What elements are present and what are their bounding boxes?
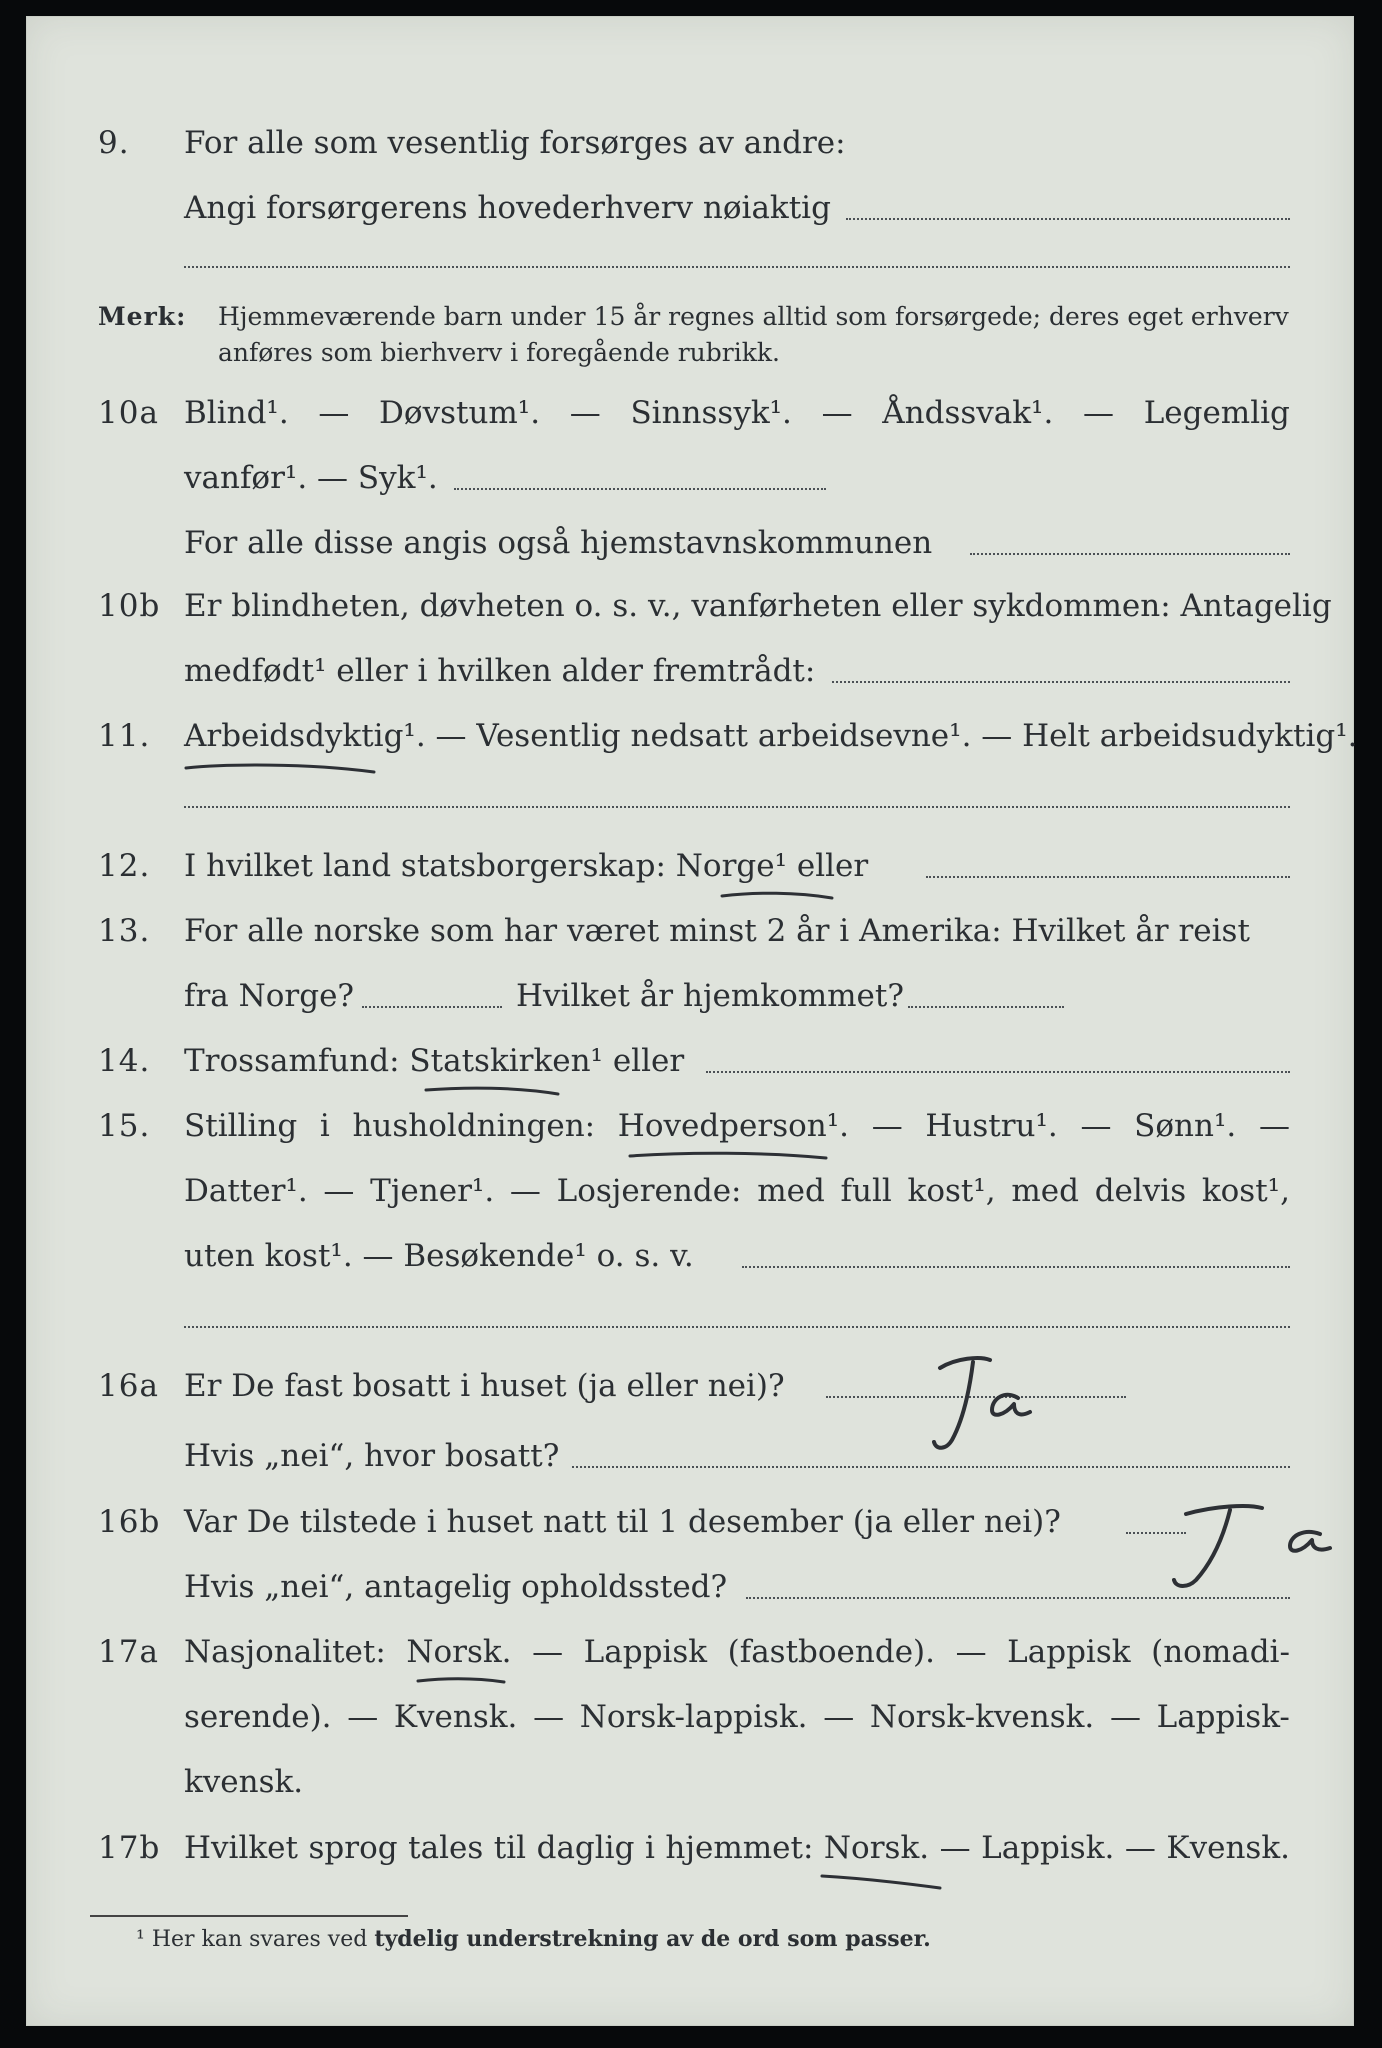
dash: — xyxy=(939,1830,971,1866)
dash: — xyxy=(1080,1108,1112,1144)
option-delvis-kost[interactable]: kost¹, xyxy=(1201,1173,1290,1209)
q10b-text-2: medfødt¹ eller i hvilken alder fremtrådt: xyxy=(184,653,816,689)
footnote-text-bold: tydelig understrekning av de ord som passer. xyxy=(374,1926,931,1952)
q13-number: 13. xyxy=(98,913,151,949)
merk-label: Merk: xyxy=(98,302,187,331)
word: husholdningen: xyxy=(352,1108,596,1144)
option-hovedperson[interactable]: Hovedperson¹. xyxy=(617,1108,850,1144)
q13-text: For alle norske som har været minst 2 år i Amerika: Hvilket år reist xyxy=(184,913,1250,949)
word: hjemmet: xyxy=(665,1830,814,1866)
footnote-mark: ¹ xyxy=(136,1927,145,1952)
q10b-text: Er blindheten, døvheten o. s. v., vanførheten eller sykdommen: Antagelig xyxy=(184,588,1332,624)
underline-norsk-sprog xyxy=(822,1876,940,1888)
dash: — xyxy=(347,1699,379,1735)
option-dovstum[interactable]: Døvstum¹. xyxy=(379,395,541,431)
option-datter[interactable]: Datter¹. xyxy=(184,1173,308,1209)
q12-number: 12. xyxy=(98,848,151,884)
option-full-kost[interactable]: kost¹, xyxy=(907,1173,996,1209)
dash: — xyxy=(1124,1830,1156,1866)
option-norsk-lappisk[interactable]: Norsk-lappisk. xyxy=(579,1699,808,1735)
word: delvis xyxy=(1094,1173,1187,1209)
dash: — xyxy=(1083,395,1115,431)
word: (nomadi- xyxy=(1151,1634,1290,1670)
q11-number: 11. xyxy=(98,718,151,754)
option-andssvak[interactable]: Åndssvak¹. xyxy=(882,395,1054,431)
word: i xyxy=(319,1108,330,1144)
option-tjener[interactable]: Tjener¹. xyxy=(370,1173,495,1209)
option-norsk-kvensk[interactable]: Norsk-kvensk. xyxy=(869,1699,1095,1735)
q15-text-3: uten kost¹. — Besøkende¹ o. s. v. xyxy=(184,1238,694,1274)
q15-number: 15. xyxy=(98,1108,151,1144)
q13-text-2a: fra Norge? xyxy=(184,978,355,1014)
merk-text-2: anføres som bierhverv i foregående rubrikk. xyxy=(218,338,780,367)
q14-text: Trossamfund: Statskirken¹ eller xyxy=(184,1043,685,1079)
dash: — xyxy=(569,395,601,431)
option-kvensk[interactable]: Kvensk. xyxy=(1166,1830,1290,1866)
q16a-number: 16a xyxy=(98,1368,159,1404)
q16b-text-2: Hvis „nei“, antagelig opholdssted? xyxy=(184,1569,728,1605)
dash: — xyxy=(871,1108,903,1144)
dash: — xyxy=(955,1634,987,1670)
option-lappisk[interactable]: Lappisk. xyxy=(981,1830,1115,1866)
q9-text: For alle som vesentlig forsørges av andre: xyxy=(184,125,846,161)
option-legemlig[interactable]: Legemlig xyxy=(1143,395,1290,431)
option-blind[interactable]: Blind¹. xyxy=(184,395,289,431)
q9-number: 9. xyxy=(98,125,130,161)
underline-arbeidsdyktig xyxy=(186,765,374,772)
word: full xyxy=(840,1173,892,1209)
word: med xyxy=(757,1173,825,1209)
dash: — xyxy=(821,395,853,431)
dash: — xyxy=(318,395,350,431)
option-sonn[interactable]: Sønn¹. xyxy=(1134,1108,1237,1144)
q16a-text: Er De fast bosatt i huset (ja eller nei)? xyxy=(184,1368,785,1404)
word: Hvilket xyxy=(184,1830,298,1866)
handwritten-underlines xyxy=(26,16,1358,2026)
option-norsk[interactable]: Norsk. xyxy=(823,1830,930,1866)
q12-text: I hvilket land statsborgerskap: Norge¹ eller xyxy=(184,848,869,884)
q10a-text-3: For alle disse angis også hjemstavnskommunen xyxy=(184,525,933,561)
word: i xyxy=(644,1830,655,1866)
q11-text: Arbeidsdyktig¹. — Vesentlig nedsatt arbeidsevne¹. — Helt arbeidsudyktig¹. xyxy=(184,718,1358,754)
q13-text-2b: Hvilket år hjemkommet? xyxy=(516,978,904,1014)
q16b-number: 16b xyxy=(98,1504,161,1540)
q17a-number: 17a xyxy=(98,1634,159,1670)
option-norsk[interactable]: Norsk. xyxy=(406,1634,512,1670)
footnote-divider xyxy=(90,1915,408,1917)
dash: — xyxy=(1258,1108,1290,1144)
q9-text-2: Angi forsørgerens hovederhverv nøiaktig xyxy=(184,190,831,226)
merk-text: Hjemmeværende barn under 15 år regnes alltid som forsørgede; deres eget erhverv xyxy=(218,302,1289,331)
underline-norsk xyxy=(418,1679,504,1682)
q10b-number: 10b xyxy=(98,588,161,624)
dash: — xyxy=(1109,1699,1141,1735)
underline-norge xyxy=(722,893,832,898)
word: tales xyxy=(408,1830,484,1866)
word: sprog xyxy=(308,1830,398,1866)
word: Nasjonalitet: xyxy=(184,1634,386,1670)
word: Stilling xyxy=(184,1108,298,1144)
q16a-text-2: Hvis „nei“, hvor bosatt? xyxy=(184,1438,560,1474)
q17b-number: 17b xyxy=(98,1830,161,1866)
option-sinnssyk[interactable]: Sinnssyk¹. xyxy=(630,395,792,431)
q16b-text: Var De tilstede i huset natt til 1 desember (ja eller nei)? xyxy=(184,1504,1061,1540)
word: daglig xyxy=(536,1830,635,1866)
census-form-page xyxy=(26,16,1358,2026)
q14-number: 14. xyxy=(98,1043,151,1079)
dash: — xyxy=(509,1173,541,1209)
option-lappisk-nomadi[interactable]: Lappisk xyxy=(1007,1634,1131,1670)
underline-hovedperson xyxy=(630,1153,826,1158)
option-kvensk[interactable]: Kvensk. xyxy=(393,1699,518,1735)
underline-statskirken xyxy=(426,1088,558,1094)
word: serende). xyxy=(184,1699,332,1735)
dash: — xyxy=(533,1699,565,1735)
q10a-text-2: vanfør¹. — Syk¹. xyxy=(184,460,438,496)
dash: — xyxy=(532,1634,564,1670)
option-lappisk-kvensk[interactable]: Lappisk- xyxy=(1156,1699,1290,1735)
dash: — xyxy=(823,1699,855,1735)
word: med xyxy=(1011,1173,1079,1209)
footnote xyxy=(136,1926,931,1952)
q10a-number: 10a xyxy=(98,395,159,431)
word: (fastboende). xyxy=(727,1634,935,1670)
q17a-text-3: kvensk. xyxy=(184,1764,304,1800)
word: Losjerende: xyxy=(556,1173,742,1209)
dash: — xyxy=(323,1173,355,1209)
footnote-text: Her kan svares ved xyxy=(151,1927,375,1952)
word: til xyxy=(493,1830,527,1866)
option-lappisk[interactable]: Lappisk xyxy=(583,1634,708,1670)
option-hustru[interactable]: Hustru¹. xyxy=(925,1108,1058,1144)
